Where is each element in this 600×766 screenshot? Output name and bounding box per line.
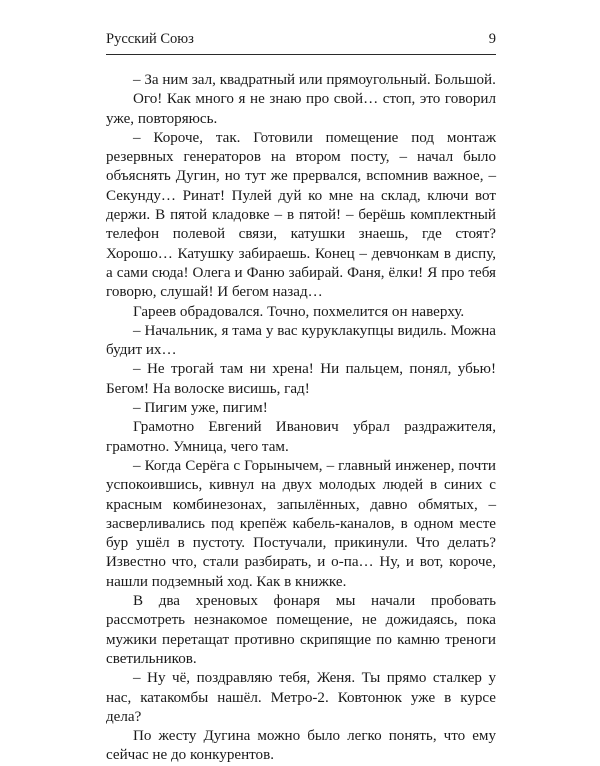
book-title: Русский Союз — [106, 31, 194, 47]
paragraph: В два хреновых фонаря мы начали пробовать рассмотреть незнакомое помещение, не дожидаясь, пока мужики перетащат противно скрипящие по камню треноги светильников. — [106, 593, 496, 667]
paragraph: – Короче, так. Готовили помещение под монтаж резервных генераторов на втором посту, – начал было объяснять Дугин, но тут же прервался, вспомнив важное, – Секунду… Ринат! Пулей дуй ко мне на склад, ключи вот держи. В пятой кладовке – в пятой! – берёшь комплектный телефон полевой связи, катушки знаешь, где стоят? Хорошо… Катушку забираешь. Конец – девчонкам в диспу, а сами сюда! Олега и Фаню забирай. Фаня, ёлки! Я про тебя говорю, слушай! И бегом назад… — [106, 129, 496, 301]
paragraph: – Начальник, я тама у вас куруклакупцы видиль. Можна будит их… — [106, 322, 496, 359]
paragraph: – За ним зал, квадратный или прямоугольный. Большой. — [133, 72, 496, 88]
paragraph: По жесту Дугина можно было легко понять, что ему сейчас не до конкурентов. — [106, 728, 496, 764]
page-number: 9 — [488, 31, 496, 47]
paragraph: Гареев обрадовался. Точно, похмелится он наверху. — [133, 303, 465, 320]
paragraph: – Не трогай там ни хрена! Ни пальцем, понял, убью! Бегом! На волоске висишь, гад! — [106, 361, 496, 397]
paragraph: Грамотно Евгений Иванович убрал раздражителя, грамотно. Умница, чего там. — [106, 419, 496, 455]
running-header — [106, 30, 496, 55]
paragraph: – Пигим уже, пигим! — [133, 400, 268, 417]
book-page — [106, 30, 496, 766]
paragraph: Ого! Как много я не знаю про свой… стоп, это говорил уже, повторяюсь. — [106, 91, 496, 127]
paragraph: – Ну чё, поздравляю тебя, Женя. Ты прямо сталкер у нас, катакомбы нашёл. Метро-2. Ковтонюк уже в курсе дела? — [106, 670, 496, 725]
paragraph: – Когда Серёга с Горынычем, – главный инженер, почти успокоившись, кивнул на двух молодых людей в синих с красным комбинезонах, запылённых, давно обмятых, – засверливались под крепёж кабель-каналов, в одном месте бур ушёл в пустоту. Постучали, прикинули. Что делать? Известно что, стали разбирать, и о-па… Ну, и вот, короче, нашли подземный ход. Как в книжке. — [106, 457, 496, 590]
body-text — [106, 71, 496, 766]
